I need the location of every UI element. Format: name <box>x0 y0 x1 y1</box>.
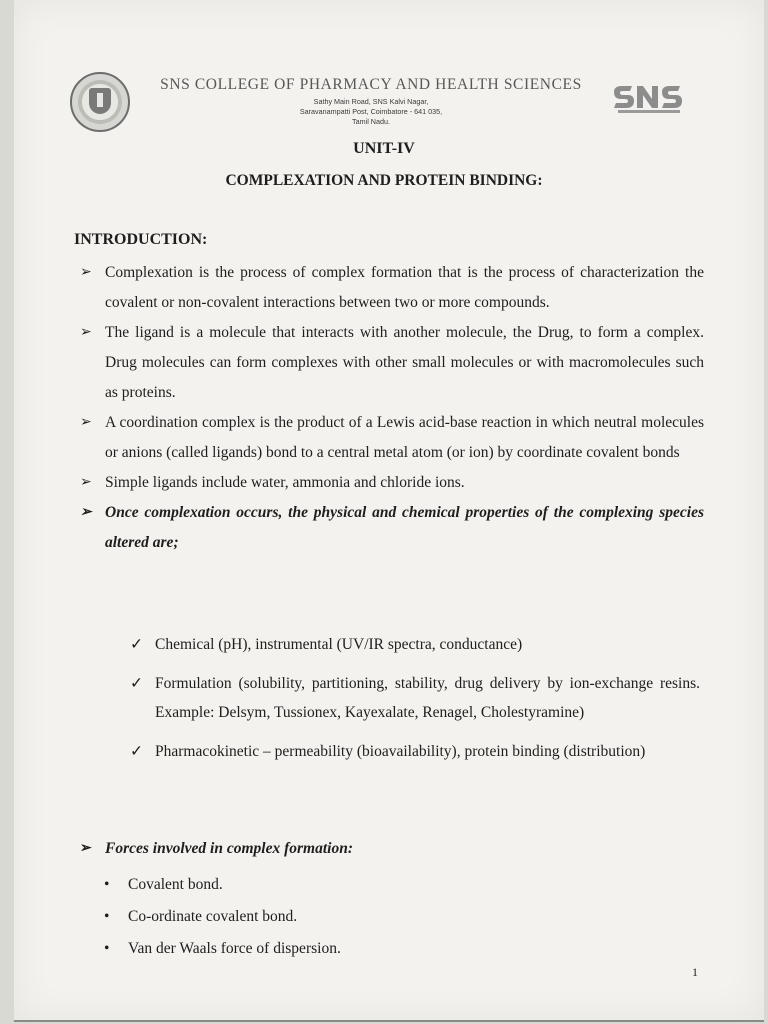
forces-heading-text: Forces involved in complex formation: <box>105 840 353 857</box>
list-item <box>78 258 704 318</box>
bullet-text: Complexation is the process of complex formation that is the process of characterization the covalent or non-covalent interactions between two or more compounds. <box>105 264 704 311</box>
arrow-bullet-icon: ➢ <box>80 265 92 280</box>
force-text: Co-ordinate covalent bond. <box>128 908 298 925</box>
bullet-text: Once complexation occurs, the physical and chemical properties of the complexing species altered are; <box>105 504 704 551</box>
section-heading: INTRODUCTION: <box>74 231 208 248</box>
letterhead <box>70 70 680 134</box>
bullet-text: Simple ligands include water, ammonia and chloride ions. <box>105 474 465 491</box>
address-line: Sathy Main Road, SNS Kalvi Nagar, <box>313 97 429 106</box>
list-item <box>104 933 341 965</box>
dot-bullet-icon: • <box>104 940 110 957</box>
dot-bullet-icon: • <box>104 876 110 893</box>
check-icon: ✓ <box>130 636 143 653</box>
property-check-list <box>130 630 700 776</box>
list-item <box>104 901 341 933</box>
list-item <box>130 630 700 659</box>
check-text: Chemical (pH), instrumental (UV/IR spectra, conductance) <box>155 636 523 653</box>
check-icon: ✓ <box>130 743 143 760</box>
check-text: Formulation (solubility, partitioning, stability, drug delivery by ion-exchange resins. Example: Delsym, Tussionex, Kayexalate, Renagel, Cholestyramine) <box>155 675 700 721</box>
list-item <box>78 468 704 498</box>
list-item <box>78 318 704 408</box>
college-address <box>146 97 596 127</box>
arrow-bullet-icon: ➢ <box>80 841 92 856</box>
unit-heading: UNIT-IV <box>353 140 415 157</box>
arrow-bullet-icon: ➢ <box>80 415 92 430</box>
arrow-bullet-icon: ➢ <box>80 475 92 490</box>
list-item <box>130 737 700 766</box>
arrow-bullet-icon: ➢ <box>80 505 92 520</box>
intro-bullet-list <box>78 258 704 558</box>
college-seal-logo <box>70 72 130 132</box>
forces-heading <box>78 840 705 858</box>
address-line: Saravanampatti Post, Coimbatore - 641 035, <box>299 107 443 116</box>
college-name: SNS COLLEGE OF PHARMACY AND HEALTH SCIENCES <box>160 76 582 93</box>
page-number: 1 <box>692 965 698 979</box>
bullet-text: A coordination complex is the product of a Lewis acid-base reaction in which neutral molecules or anions (called ligands) bond to a central metal atom (or ion) by coordinate covalent bonds <box>105 414 704 461</box>
check-icon: ✓ <box>130 675 143 692</box>
arrow-bullet-icon: ➢ <box>80 325 92 340</box>
address-line: Tamil Nadu. <box>352 117 390 126</box>
list-item <box>78 408 704 468</box>
bullet-text: The ligand is a molecule that interacts with another molecule, the Drug, to form a complex. Drug molecules can form complexes with other small molecules or with macromolecules such as proteins. <box>105 324 704 401</box>
list-item <box>104 869 341 901</box>
list-item <box>130 669 700 727</box>
force-text: Van der Waals force of dispersion. <box>128 940 341 957</box>
forces-list <box>104 869 341 965</box>
check-text: Pharmacokinetic – permeability (bioavailability), protein binding (distribution) <box>155 743 646 760</box>
sns-brand-logo <box>610 82 686 116</box>
list-item <box>78 498 704 558</box>
dot-bullet-icon: • <box>104 908 110 925</box>
document-title: COMPLEXATION AND PROTEIN BINDING: <box>225 172 543 189</box>
force-text: Covalent bond. <box>128 876 223 893</box>
